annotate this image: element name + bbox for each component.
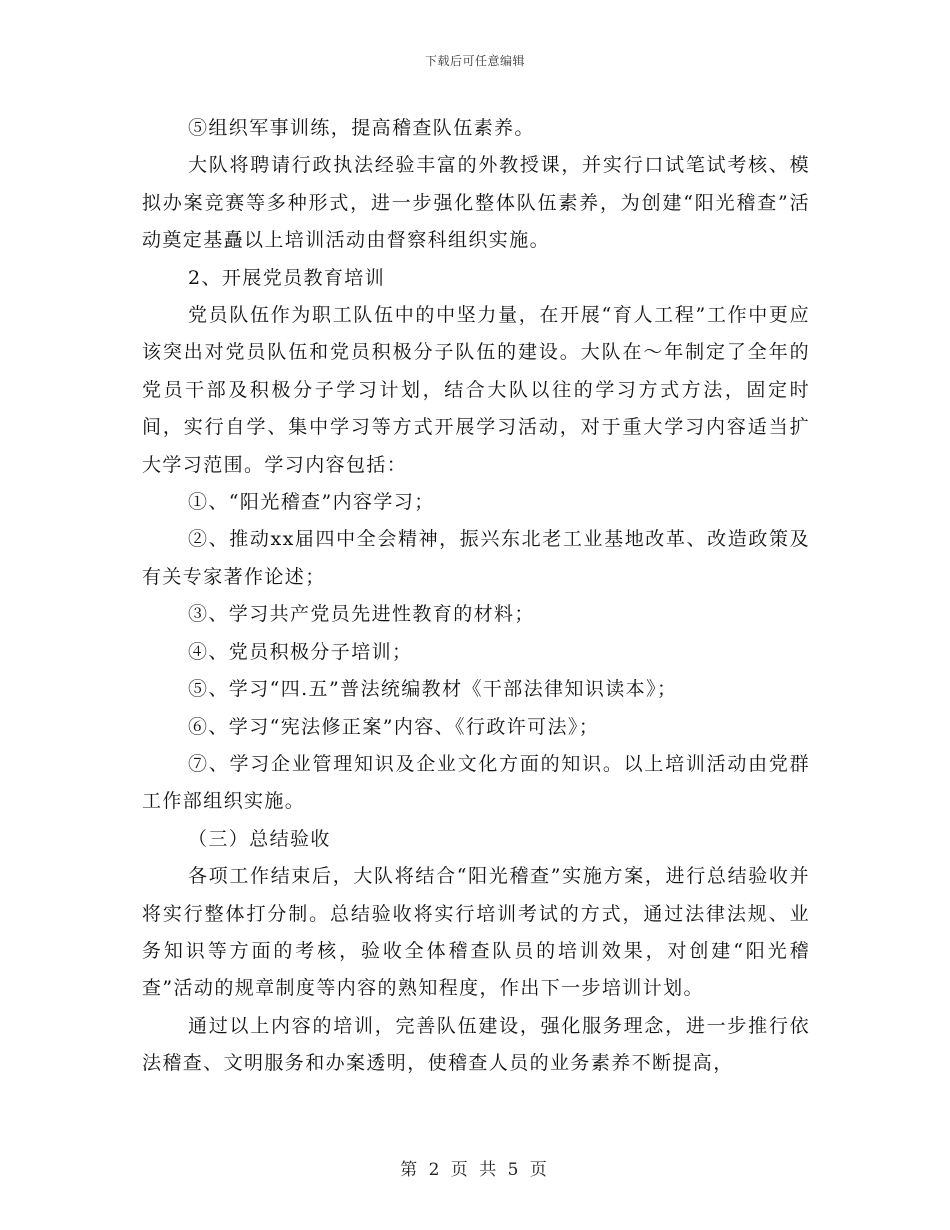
list-item-study-5: ⑤、学习“四.五”普法统编教材《干部法律知识读本》；: [188, 678, 678, 701]
page-header-note: 下载后可任意编辑: [424, 54, 525, 68]
paragraph-conclusion: 通过以上内容的培训，完善队伍建设，强化服务理念，进一步推行依法稽查、文明服务和办案透明，使稽查人员的业务素养不断提高，: [142, 1014, 810, 1075]
paragraph-item-5-military-training: ⑤组织军事训练，提高稽查队伍素养。: [188, 117, 535, 139]
document-body: [142, 110, 810, 1083]
list-item-study-4: ④、党员积极分子培训；: [188, 640, 413, 663]
section-heading-summary-acceptance: （三）总结验收: [188, 827, 331, 850]
list-item-study-6: ⑥、学习“宪法修正案”内容、《行政许可法》；: [188, 715, 600, 738]
list-item-study-2: ②、推动xx届四中全会精神，振兴东北老工业基地改革、改造政策及有关专家著作论述；: [142, 528, 810, 588]
section-heading-party-education: 2、开展党员教育培训: [188, 266, 386, 289]
paragraph-training-description: 大队将聘请行政执法经验丰富的外教授课，并实行口试笔试考核、模拟办案竞赛等多种形式，进一步强化整体队伍素养，为创建“阳光稽查”活动奠定基矗以上培训活动由督察科组织实施。: [142, 154, 810, 252]
page-number-footer: 第 2 页 共 5 页: [400, 1160, 550, 1180]
list-item-study-3: ③、学习共产党员先进性教育的材料；: [188, 603, 535, 626]
paragraph-summary-acceptance: 各项工作结束后，大队将结合“阳光稽查”实施方案，进行总结验收并将实行整体打分制。总结验收将实行培训考试的方式，通过法律法规、业务知识等方面的考核，验收全体稽查队员的培训效果，对创建“阳光稽查”活动的规章制度等内容的熟知程度，作出下一步培训计划。: [142, 865, 810, 1000]
paragraph-party-member-training: 党员队伍作为职工队伍中的中坚力量，在开展“育人工程”工作中更应该突出对党员队伍和党员积极分子队伍的建设。大队在～年制定了全年的党员干部及积极分子学习计划，结合大队以往的学习方式方法，固定时间，实行自学、集中学习等方式开展学习活动，对于重大学习内容适当扩大学习范围。学习内容包括：: [142, 304, 810, 476]
list-item-study-7: ⑦、学习企业管理知识及企业文化方面的知识。以上培训活动由党群工作部组织实施。: [142, 752, 810, 813]
list-item-study-1: ①、“阳光稽查”内容学习；: [188, 491, 435, 514]
